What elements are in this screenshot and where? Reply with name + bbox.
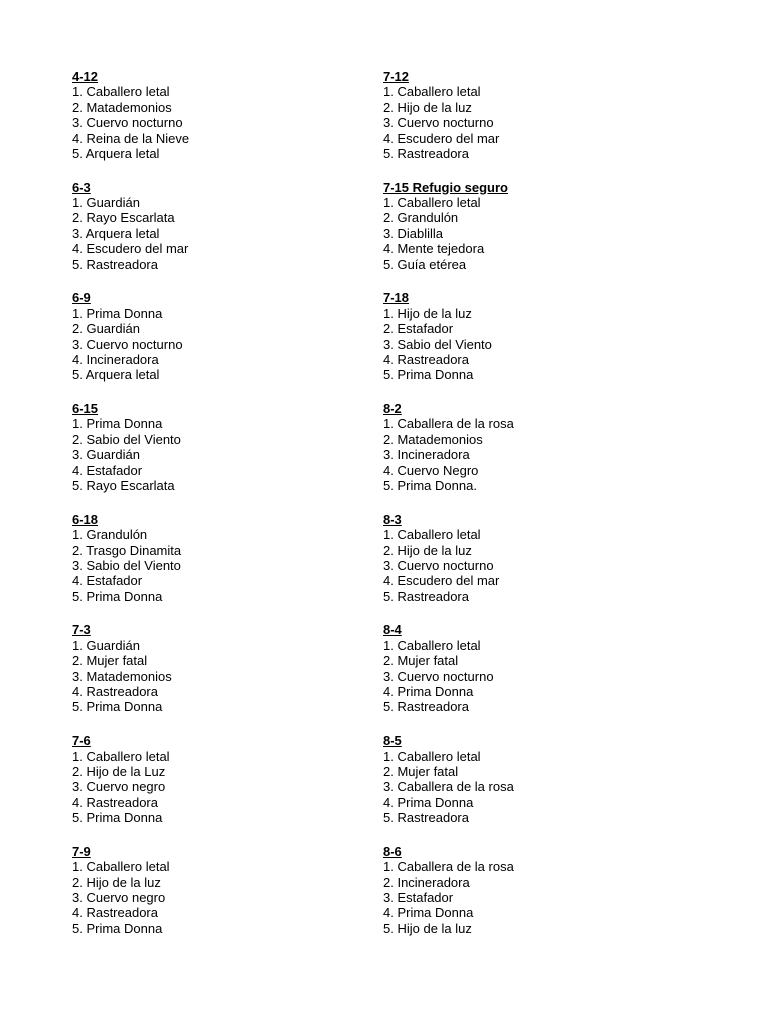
- stage-section: [383, 180, 673, 288]
- list-item: 2. Hijo de la Luz: [72, 763, 166, 779]
- list-item: 5. Rastreadora: [72, 256, 158, 272]
- list-item: 1. Guardián: [72, 195, 140, 211]
- stage-heading: 6-18: [72, 511, 99, 527]
- stage-heading: 7-6: [72, 733, 91, 749]
- list-item: 3. Estafador: [383, 889, 454, 905]
- list-item: 1. Caballero letal: [383, 748, 481, 764]
- list-item: 5. Rayo Escarlata: [72, 478, 175, 494]
- list-item: 2. Trasgo Dinamita: [72, 542, 182, 558]
- list-item: 4. Prima Donna: [383, 794, 474, 810]
- list-item: 5. Prima Donna: [72, 920, 163, 936]
- stage-heading: 8-6: [383, 843, 402, 859]
- stage-heading: 7-9: [72, 843, 91, 859]
- list-item: 1. Caballero letal: [383, 84, 481, 100]
- list-item: 2. Matademonios: [72, 99, 172, 115]
- list-item: 4. Reina de la Nieve: [72, 130, 190, 146]
- list-item: 1. Caballero letal: [383, 527, 481, 543]
- list-item: 4. Cuervo Negro: [383, 462, 479, 478]
- list-item: 1. Caballero letal: [72, 748, 170, 764]
- list-item: 3. Arquera letal: [72, 225, 160, 241]
- list-item: 4. Prima Donna: [383, 684, 474, 699]
- list-item: 3. Sabio del Viento: [383, 336, 492, 352]
- list-item: 1. Prima Donna: [72, 416, 163, 432]
- stage-heading: 8-3: [383, 511, 402, 527]
- list-item: 3. Matademonios: [72, 668, 172, 684]
- stage-section: [383, 844, 673, 952]
- list-item: 2. Mujer fatal: [72, 653, 148, 669]
- list-item: 5. Hijo de la luz: [383, 920, 472, 936]
- list-item: 3. Cuervo nocturno: [72, 336, 183, 352]
- stage-heading: 8-2: [383, 401, 402, 417]
- list-item: 4. Rastreadora: [72, 684, 158, 699]
- stage-heading: 8-5: [383, 733, 402, 749]
- stage-heading: 4-12: [72, 69, 99, 84]
- stage-section: [72, 512, 362, 620]
- stage-section: [72, 290, 362, 398]
- stage-heading: 6-3: [72, 179, 91, 195]
- list-item: 2. Mujer fatal: [383, 763, 459, 779]
- list-item: 1. Caballero letal: [72, 84, 170, 100]
- stage-section: [72, 844, 362, 952]
- list-item: 3. Cuervo nocturno: [383, 115, 494, 131]
- list-item: 4. Escudero del mar: [383, 130, 500, 146]
- list-item: 5. Prima Donna: [383, 367, 474, 383]
- list-item: 2. Mujer fatal: [383, 653, 459, 669]
- stage-heading: 6-9: [72, 290, 91, 306]
- list-item: 4. Prima Donna: [383, 905, 474, 921]
- stage-section: [383, 733, 673, 841]
- list-item: 3. Caballera de la rosa: [383, 779, 514, 795]
- list-item: 4. Incineradora: [72, 351, 159, 367]
- list-item: 1. Caballera de la rosa: [383, 416, 514, 432]
- list-item: 1. Hijo de la luz: [383, 305, 472, 321]
- list-item: 3. Sabio del Viento: [72, 557, 181, 573]
- list-item: 3. Cuervo nocturno: [383, 668, 494, 684]
- list-item: 3. Guardián: [72, 447, 140, 463]
- list-item: 4. Rastreadora: [383, 351, 469, 367]
- list-item: 5. Rastreadora: [383, 699, 469, 715]
- list-item: 5. Arquera letal: [72, 367, 160, 383]
- list-item: 3. Diablilla: [383, 225, 443, 241]
- list-item: 2. Hijo de la luz: [383, 542, 472, 558]
- list-item: 2. Grandulón: [383, 210, 459, 226]
- list-item: 2. Rayo Escarlata: [72, 210, 175, 226]
- list-item: 1. Guardián: [72, 637, 140, 653]
- stage-section: [383, 290, 673, 398]
- list-item: 1. Caballero letal: [383, 195, 481, 211]
- stage-section: [72, 401, 362, 509]
- list-item: 5. Prima Donna.: [383, 478, 477, 494]
- stage-section: [72, 733, 362, 841]
- stage-section: [72, 622, 362, 730]
- list-item: 1. Grandulón: [72, 527, 148, 543]
- list-item: 2. Incineradora: [383, 874, 470, 890]
- list-item: 1. Prima Donna: [72, 305, 163, 321]
- list-item: 5. Rastreadora: [383, 810, 469, 826]
- list-item: 3. Cuervo negro: [72, 779, 166, 795]
- list-item: 4. Escudero del mar: [383, 573, 500, 589]
- left-column: [72, 66, 362, 952]
- list-item: 2. Hijo de la luz: [72, 874, 161, 890]
- list-item: 3. Incineradora: [383, 447, 470, 463]
- list-item: 4. Rastreadora: [72, 905, 158, 921]
- stage-section: [383, 512, 673, 620]
- list-item: 1. Caballera de la rosa: [383, 859, 514, 875]
- list-item: 2. Estafador: [383, 321, 454, 337]
- list-item: 5. Guía etérea: [383, 256, 467, 272]
- list-item: 4. Estafador: [72, 573, 143, 589]
- list-item: 5. Rastreadora: [383, 588, 469, 604]
- list-item: 3. Cuervo negro: [72, 889, 166, 905]
- right-column: [383, 66, 673, 952]
- stage-section: [72, 180, 362, 288]
- list-item: 2. Hijo de la luz: [383, 99, 472, 115]
- list-item: 4. Mente tejedora: [383, 241, 485, 257]
- list-item: 1. Caballero letal: [72, 859, 170, 875]
- stage-heading: 8-4: [383, 622, 402, 638]
- stage-heading: 7-3: [72, 622, 91, 638]
- stage-heading: 6-15: [72, 401, 99, 417]
- list-item: 3. Cuervo nocturno: [72, 115, 183, 131]
- list-item: 3. Cuervo nocturno: [383, 557, 494, 573]
- list-item: 5. Prima Donna: [72, 588, 163, 604]
- list-item: 2. Matademonios: [383, 431, 483, 447]
- list-item: 5. Prima Donna: [72, 699, 163, 715]
- stage-heading: 7-12: [383, 69, 410, 84]
- stage-section: [383, 622, 673, 730]
- list-item: 5. Rastreadora: [383, 145, 469, 161]
- stage-section: [72, 69, 362, 177]
- stage-heading: 7-15 Refugio seguro: [383, 179, 508, 195]
- stage-section: [383, 69, 673, 177]
- list-item: 4. Escudero del mar: [72, 241, 189, 257]
- list-item: 4. Rastreadora: [72, 794, 158, 810]
- list-item: 1. Caballero letal: [383, 637, 481, 653]
- list-item: 2. Sabio del Viento: [72, 431, 181, 447]
- stage-heading: 7-18: [383, 290, 410, 306]
- list-item: 4. Estafador: [72, 462, 143, 478]
- stage-section: [383, 401, 673, 509]
- list-item: 2. Guardián: [72, 321, 140, 337]
- list-item: 5. Prima Donna: [72, 810, 163, 826]
- list-item: 5. Arquera letal: [72, 145, 160, 161]
